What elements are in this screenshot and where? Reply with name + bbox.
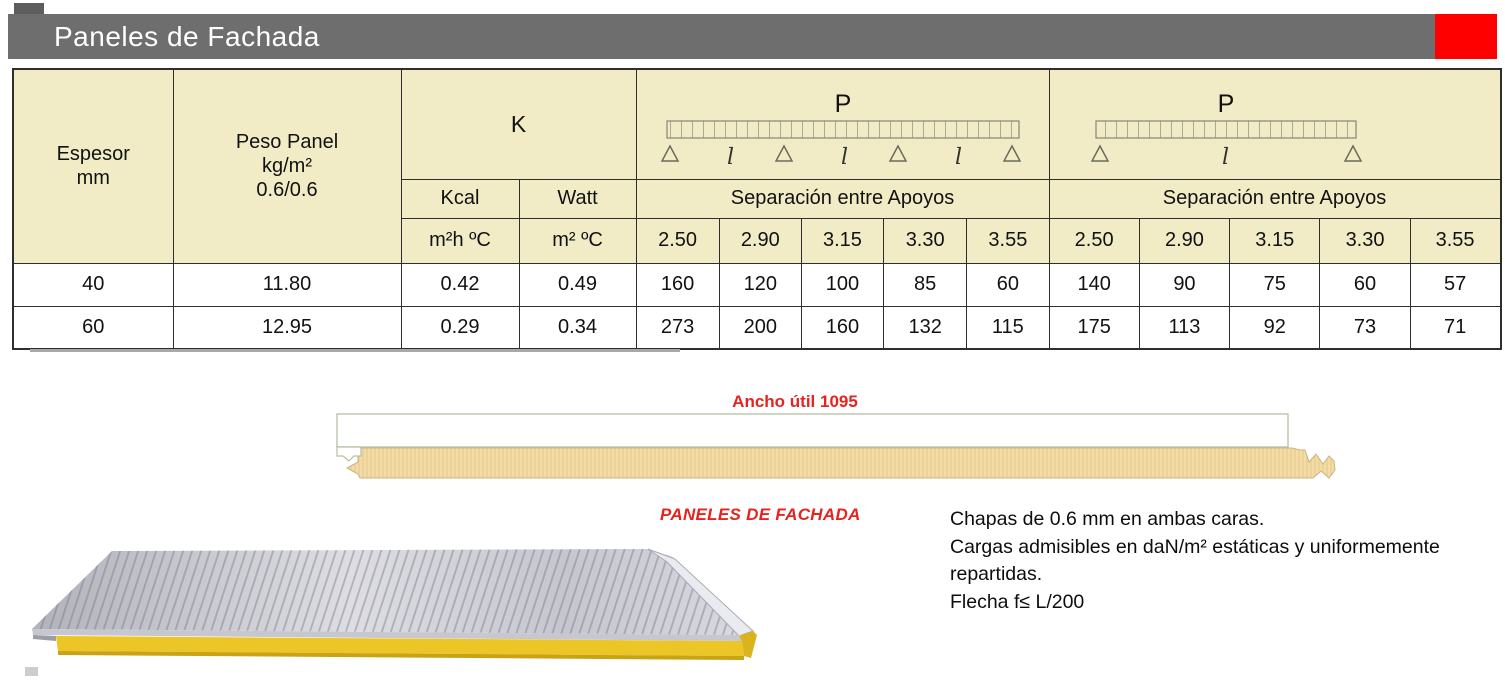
outer-sheet <box>337 414 1288 447</box>
header-peso <box>173 69 401 263</box>
span-header: 2.50 <box>636 218 719 263</box>
span-header: 3.15 <box>801 218 883 263</box>
span-header: 3.55 <box>967 218 1049 263</box>
cell-load: 120 <box>719 263 801 306</box>
single-span-load-diagram <box>1050 72 1500 176</box>
metal-ribs <box>32 549 741 635</box>
header-watt: Watt <box>519 179 636 218</box>
cell-load: 73 <box>1320 306 1410 349</box>
span-header: 3.30 <box>1320 218 1410 263</box>
span-l-label: l <box>954 145 962 171</box>
header-peso-line3: 0.6/0.6 <box>256 179 318 202</box>
support-triangle-icon <box>776 146 792 161</box>
span-header: 2.90 <box>1139 218 1229 263</box>
cell-load: 160 <box>801 306 883 349</box>
span-header: 2.90 <box>719 218 801 263</box>
cell-load: 92 <box>1230 306 1320 349</box>
distributed-load-icon <box>667 121 1019 138</box>
support-triangle-icon <box>662 146 678 161</box>
cell-load: 71 <box>1410 306 1500 349</box>
header-separacion-single: Separación entre Apoyos <box>1049 179 1501 218</box>
header-peso-line2: kg/m² <box>262 155 312 178</box>
header-separacion-multi: Separación entre Apoyos <box>636 179 1049 218</box>
overhang-shadow <box>33 635 56 641</box>
header-k-label: K <box>510 110 527 137</box>
span-l-label: l <box>726 145 734 171</box>
cell-watt: 0.49 <box>519 263 636 306</box>
section-caption: PANELES DE FACHADA <box>660 505 861 524</box>
cell-load: 273 <box>636 306 719 349</box>
header-kcal-unit: m²h ºC <box>401 218 519 263</box>
red-accent-block <box>1435 14 1497 59</box>
span-l-label: l <box>1221 145 1229 171</box>
cell-load: 90 <box>1139 263 1229 306</box>
header-watt-unit: m² ºC <box>519 218 636 263</box>
title-bar <box>8 14 1497 59</box>
cell-load: 115 <box>967 306 1049 349</box>
table-row <box>13 263 1501 306</box>
cell-watt: 0.34 <box>519 306 636 349</box>
span-header: 3.15 <box>1230 218 1320 263</box>
cell-load: 75 <box>1230 263 1320 306</box>
cell-load: 160 <box>636 263 719 306</box>
distributed-load-icon <box>1096 121 1356 138</box>
diagram-multi-span-cell <box>636 69 1049 179</box>
cell-kcal: 0.29 <box>401 306 519 349</box>
panel-3d-illustration <box>15 536 765 678</box>
support-triangle-icon <box>1092 146 1108 161</box>
cell-load: 140 <box>1049 263 1139 306</box>
span-header: 2.50 <box>1049 218 1139 263</box>
insulation-core <box>347 448 1335 478</box>
note-line: Cargas admisibles en daN/m² estáticas y uniformemente <box>950 535 1440 558</box>
note-line: Flecha f≤ L/200 <box>950 590 1085 613</box>
header-espesor-line1: Espesor <box>56 143 130 166</box>
header-kcal: Kcal <box>401 179 519 218</box>
width-dimension-label: Ancho útil 1095 <box>732 392 858 411</box>
note-line: Chapas de 0.6 mm en ambas caras. <box>950 508 1265 530</box>
cell-espesor: 60 <box>13 306 173 349</box>
table-bottom-shadow <box>30 349 680 352</box>
table-row <box>13 306 1501 349</box>
panel-cross-section <box>330 390 1340 492</box>
header-espesor <box>13 69 173 263</box>
note-line: repartidas. <box>950 563 1043 585</box>
header-peso-line1: Peso Panel <box>235 131 339 154</box>
page-title: Paneles de Fachada <box>54 20 320 52</box>
cell-peso: 11.80 <box>173 263 401 306</box>
cell-load: 200 <box>719 306 801 349</box>
cell-load: 85 <box>884 263 967 306</box>
header-k <box>401 69 636 179</box>
span-l-label: l <box>840 145 848 171</box>
cell-load: 60 <box>967 263 1049 306</box>
load-p-label: P <box>834 90 851 119</box>
span-header: 3.30 <box>884 218 967 263</box>
multi-span-load-diagram <box>637 72 1049 176</box>
cell-espesor: 40 <box>13 263 173 306</box>
cell-peso: 12.95 <box>173 306 401 349</box>
cell-load: 113 <box>1139 306 1229 349</box>
load-p-label: P <box>1217 90 1234 119</box>
cell-load: 60 <box>1320 263 1410 306</box>
support-triangle-icon <box>1345 146 1361 161</box>
sheet-left-step <box>337 447 361 461</box>
support-triangle-icon <box>890 146 906 161</box>
support-triangle-icon <box>1004 146 1020 161</box>
notes-block <box>950 506 1440 616</box>
cell-load: 175 <box>1049 306 1139 349</box>
header-espesor-line2: mm <box>76 167 110 190</box>
diagram-single-span-cell <box>1049 69 1501 179</box>
spec-table <box>12 68 1502 350</box>
cell-load: 57 <box>1410 263 1500 306</box>
span-header: 3.55 <box>1410 218 1500 263</box>
cell-kcal: 0.42 <box>401 263 519 306</box>
cell-load: 132 <box>884 306 967 349</box>
footer-marker <box>25 667 38 676</box>
cell-load: 100 <box>801 263 883 306</box>
